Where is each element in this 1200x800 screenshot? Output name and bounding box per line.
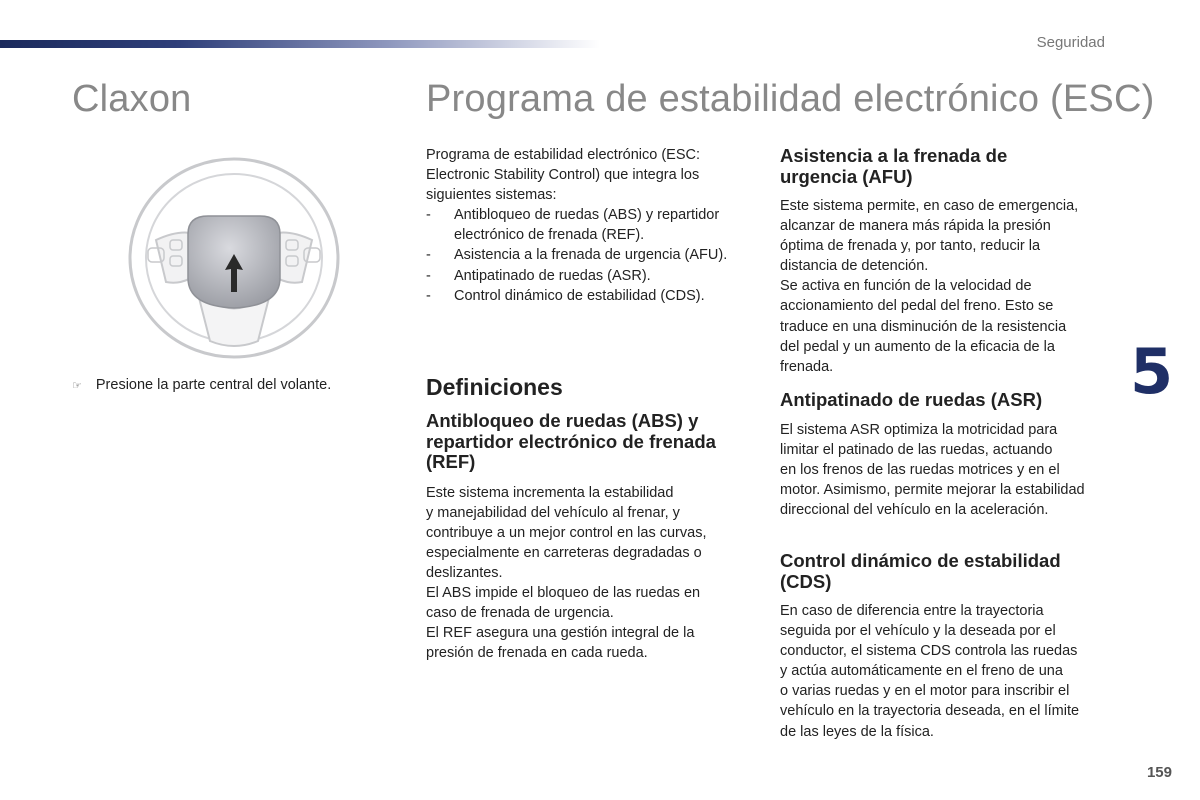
list-item — [426, 286, 756, 306]
list-item — [426, 205, 756, 245]
afu-text: Este sistema permite, en caso de emergencia, alcanzar de manera más rápida la presión óptima de frenada y, por tanto, reducir la distancia de detención. Se activa en función de la velocidad de accionamiento del pedal del freno. Esto se traduce en una disminución de la resistencia del pedal y un aumento de la eficacia de la frenada. — [780, 198, 1079, 375]
intro-line: Programa de estabilidad electrónico (ESC: — [426, 147, 701, 163]
list-item-text: Antipatinado de ruedas (ASR). — [454, 267, 651, 284]
list-item — [426, 266, 756, 286]
cds-section — [780, 551, 1110, 742]
afu-heading: Asistencia a la frenada de urgencia (AFU) — [780, 145, 1008, 187]
intro-line: Electronic Stability Control) que integra los — [426, 167, 700, 184]
esc-intro — [426, 145, 756, 306]
asr-heading: Antipatinado de ruedas (ASR) — [780, 389, 1043, 410]
list-item-text: electrónico de frenada (REF). — [454, 227, 645, 244]
definitions-heading: Definiciones — [426, 374, 563, 400]
list-item-text: Asistencia a la frenada de urgencia (AFU). — [454, 247, 728, 264]
asr-section — [780, 390, 1110, 520]
section-label: Seguridad — [1036, 34, 1105, 51]
claxon-instruction — [72, 377, 331, 393]
esc-title: Programa de estabilidad electrónico (ESC) — [426, 78, 1155, 120]
asr-text: El sistema ASR optimiza la motricidad para limitar el patinado de las ruedas, actuando en los frenos de las ruedas motrices y en el motor. Asimismo, permite mejorar la estabilidad direccional del vehículo en la aceleración. — [780, 421, 1085, 518]
system-list — [426, 205, 756, 305]
list-item — [426, 245, 756, 265]
abs-heading: Antibloqueo de ruedas (ABS) y repartidor electrónico de frenada (REF) — [426, 410, 716, 472]
cds-heading: Control dinámico de estabilidad (CDS) — [780, 550, 1061, 592]
chapter-number: 5 — [1130, 335, 1174, 408]
claxon-title: Claxon — [72, 78, 192, 120]
cds-text: En caso de diferencia entre la trayectoria seguida por el vehículo y la deseada por el conductor, el sistema CDS controla las ruedas y actúa automáticamente en el freno de una o varias ruedas y en el motor para inscribir el vehículo en la trayectoria deseada, en el límite de las leyes de la física. — [780, 603, 1080, 740]
abs-section — [426, 411, 756, 663]
afu-section — [780, 146, 1110, 377]
claxon-instruction-text: Presione la parte central del volante. — [95, 377, 332, 393]
steering-wheel-icon — [126, 156, 342, 360]
pointing-hand-icon: ☞ — [72, 380, 82, 392]
page-number: 159 — [1146, 764, 1172, 781]
list-item-text: Control dinámico de estabilidad (CDS). — [454, 287, 705, 304]
header-gradient-bar — [0, 40, 600, 48]
list-item-text: Antibloqueo de ruedas (ABS) y repartidor — [454, 207, 720, 224]
abs-text: Este sistema incrementa la estabilidad y manejabilidad del vehículo al frenar, y contribuye a un mejor control en las curvas, especialmente en carreteras degradadas o deslizantes. El ABS impide el bloqueo de las ruedas en caso de frenada de urgencia. El REF asegura una gestión integral de la presión de frenada en cada rueda. — [426, 484, 707, 662]
intro-line: siguientes sistemas: — [426, 187, 557, 204]
